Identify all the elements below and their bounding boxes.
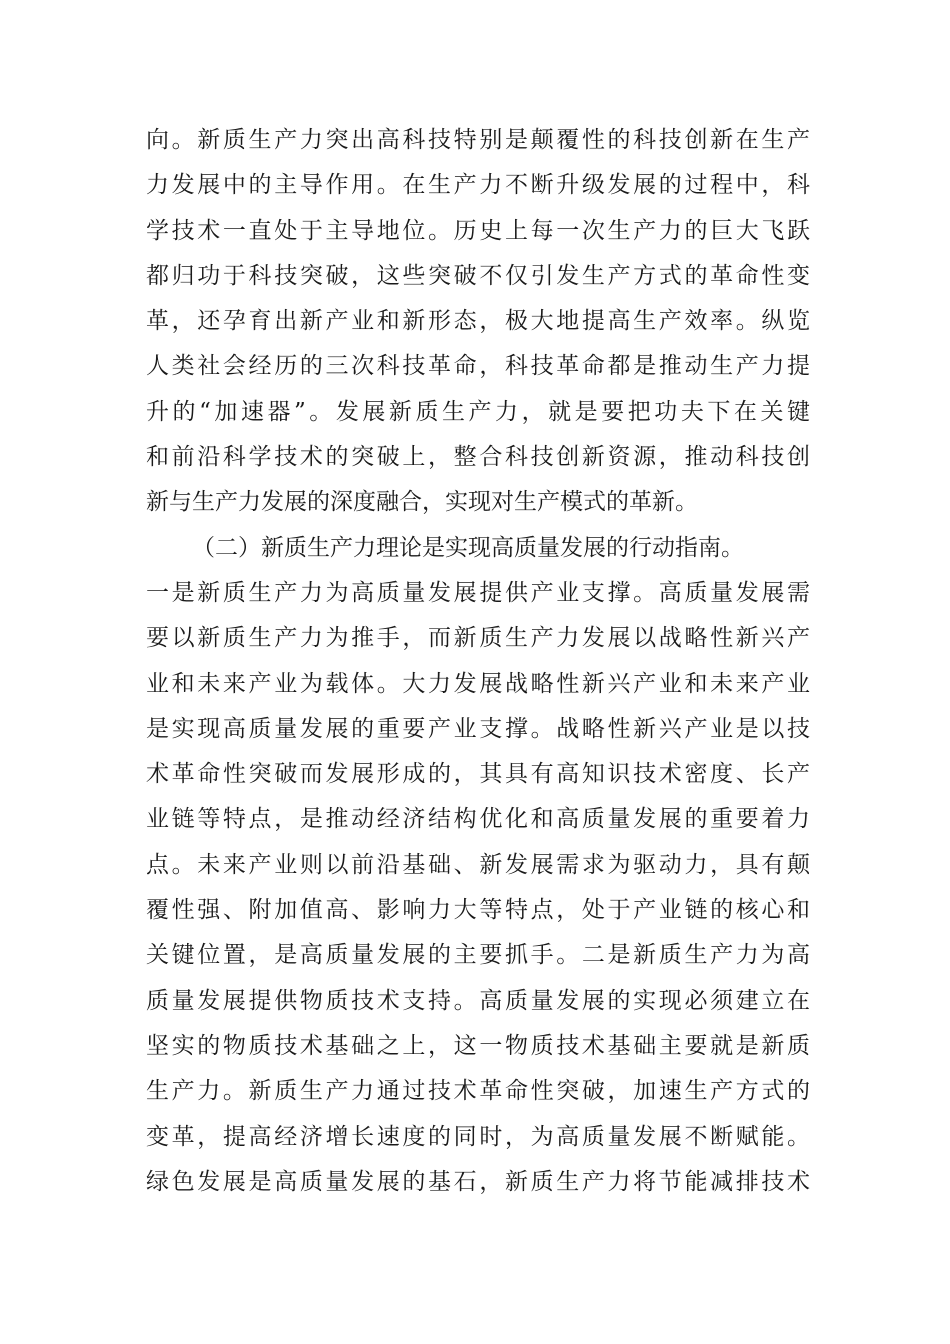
text-line: 革，还孕育出新产业和新形态，极大地提高生产效率。纵览 xyxy=(146,308,810,335)
text-line: 质量发展提供物质技术支持。高质量发展的实现必须建立在 xyxy=(146,987,810,1014)
text-line: 学技术一直处于主导地位。历史上每一次生产力的巨大飞跃 xyxy=(146,217,810,244)
body-text xyxy=(146,118,810,1205)
text-line: 关键位置，是高质量发展的主要抓手。二是新质生产力为高 xyxy=(146,942,810,969)
text-line: 人类社会经历的三次科技革命，科技革命都是推动生产力提 xyxy=(146,353,810,380)
text-line: 业链等特点，是推动经济结构优化和高质量发展的重要着力 xyxy=(146,806,810,833)
text-line: 都归功于科技突破，这些突破不仅引发生产方式的革命性变 xyxy=(146,262,810,289)
text-line: 术革命性突破而发展形成的，其具有高知识技术密度、长产 xyxy=(146,761,810,788)
text-line: 坚实的物质技术基础之上，这一物质技术基础主要就是新质 xyxy=(146,1032,810,1059)
text-line: 力发展中的主导作用。在生产力不断升级发展的过程中，科 xyxy=(146,172,810,199)
text-line: 点。未来产业则以前沿基础、新发展需求为驱动力，具有颠 xyxy=(146,851,810,878)
text-line: 变革，提高经济增长速度的同时，为高质量发展不断赋能。 xyxy=(146,1123,810,1150)
text-line: 覆性强、附加值高、影响力大等特点，处于产业链的核心和 xyxy=(146,897,810,924)
text-line: 向。新质生产力突出高科技特别是颠覆性的科技创新在生产 xyxy=(146,127,810,153)
text-line: 是实现高质量发展的重要产业支撑。战略性新兴产业是以技 xyxy=(146,715,810,742)
text-line: 升的“加速器”。发展新质生产力，就是要把功夫下在关键 xyxy=(146,398,810,425)
text-line: 一是新质生产力为高质量发展提供产业支撑。高质量发展需 xyxy=(146,579,810,606)
text-line: 要以新质生产力为推手，而新质生产力发展以战略性新兴产 xyxy=(146,625,810,652)
section-heading: （二）新质生产力理论是实现高质量发展的行动指南。 xyxy=(192,534,744,561)
text-line: 绿色发展是高质量发展的基石，新质生产力将节能减排技术 xyxy=(146,1168,810,1195)
text-line: 和前沿科学技术的突破上，整合科技创新资源，推动科技创 xyxy=(146,444,810,471)
text-line: 业和未来产业为载体。大力发展战略性新兴产业和未来产业 xyxy=(146,670,810,697)
paragraph-end-line: 新与生产力发展的深度融合，实现对生产模式的革新。 xyxy=(146,489,698,516)
text-line: 生产力。新质生产力通过技术革命性突破，加速生产方式的 xyxy=(146,1078,810,1105)
